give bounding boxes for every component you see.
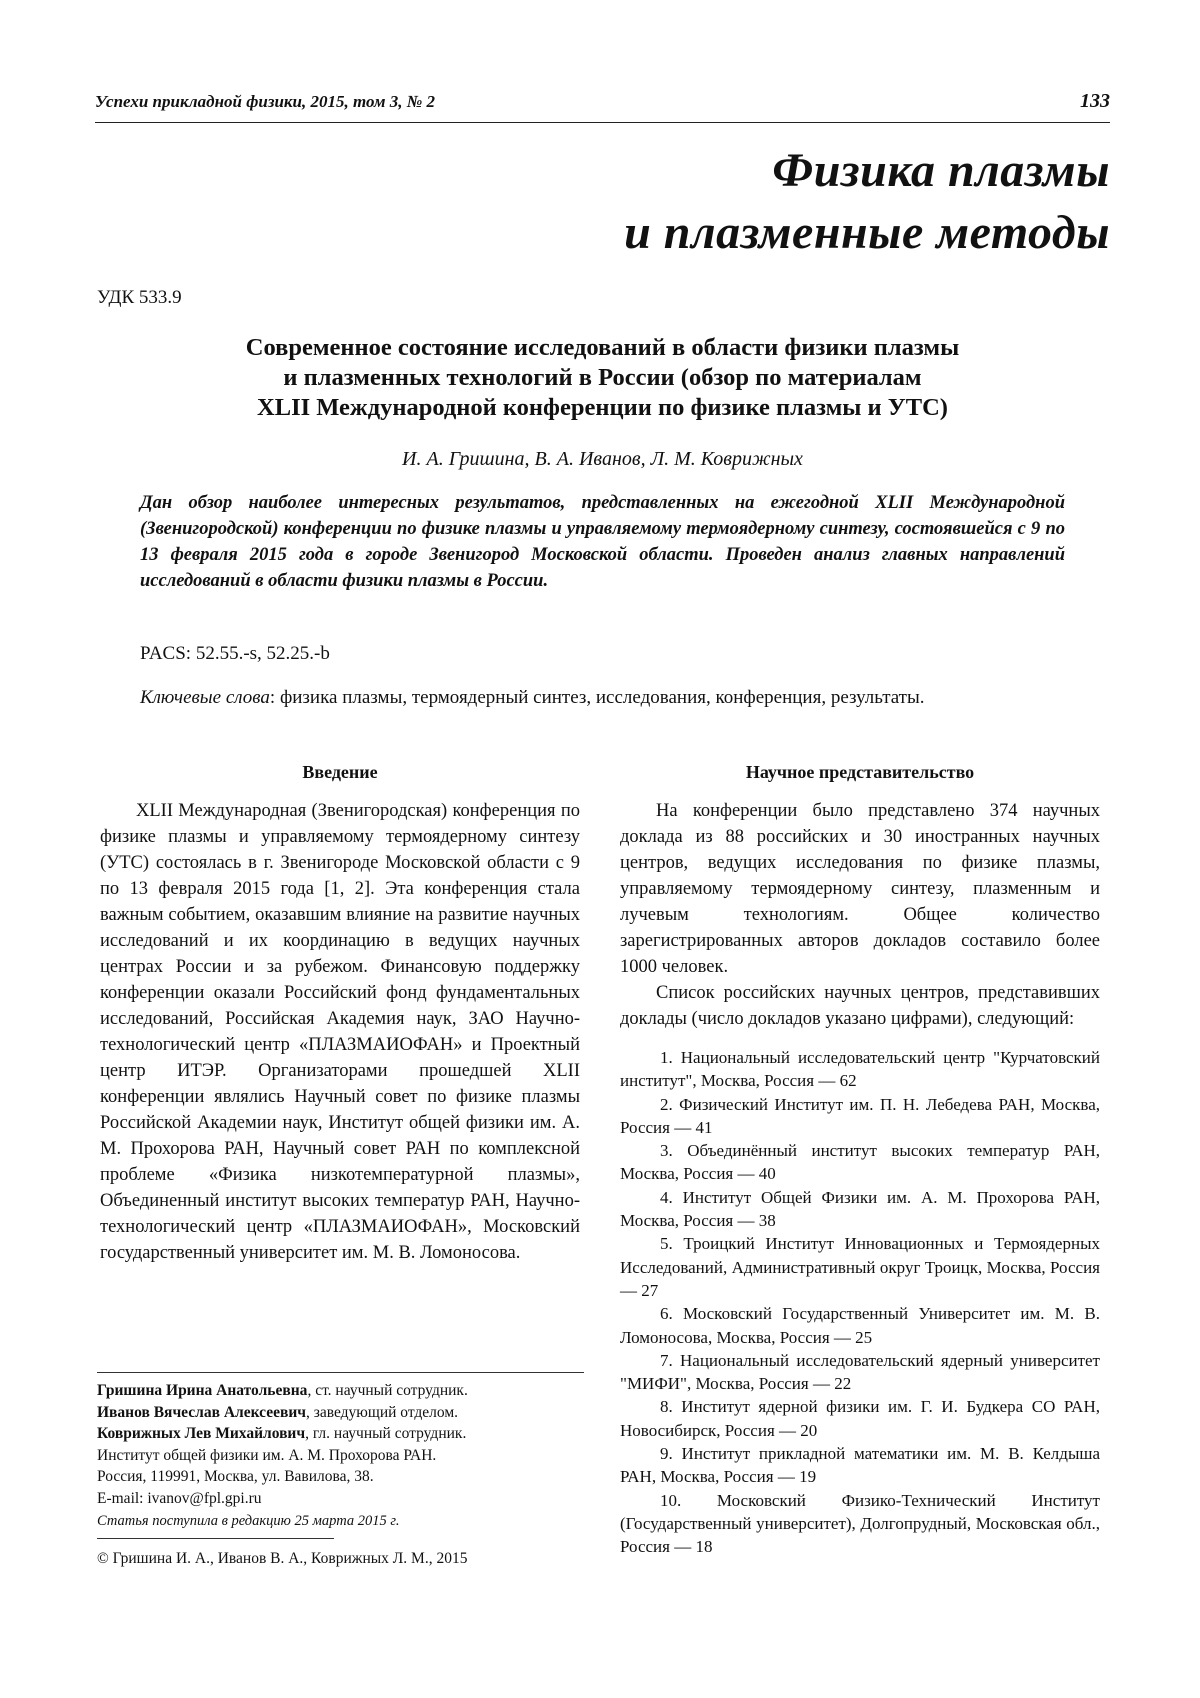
- list-item: 7. Национальный исследовательский ядерный университет "МИФИ", Москва, Россия — 22: [620, 1350, 1100, 1394]
- research-centers-list: [620, 1046, 1100, 1559]
- article-title: [95, 333, 1110, 423]
- article-title-line: и плазменных технологий в России (обзор по материалам: [283, 364, 922, 391]
- list-item: 1. Национальный исследовательский центр "Курчатовский институт", Москва, Россия — 62: [620, 1048, 1100, 1091]
- list-item: 9. Институт прикладной математики им. М. В. Келдыша РАН, Москва, Россия — 19: [620, 1444, 1100, 1487]
- representation-paragraph-2: Список российских научных центров, представивших доклады (число докладов указано цифрами), следующий:: [620, 983, 1100, 1029]
- pacs-codes: PACS: 52.55.-s, 52.25.-b: [140, 643, 330, 664]
- author-role: , гл. научный сотрудник.: [305, 1425, 467, 1442]
- author-name: Коврижных Лев Михайлович: [97, 1425, 306, 1442]
- left-column: [100, 760, 580, 1266]
- author-name: Гришина Ирина Анатольевна: [97, 1382, 308, 1399]
- right-column: [620, 760, 1100, 1559]
- email: E-mail: ivanov@fpl.gpi.ru: [97, 1489, 262, 1507]
- journal-reference: Успехи прикладной физики, 2015, том 3, № 2: [95, 92, 436, 111]
- list-item: 3. Объединённый институт высоких температур РАН, Москва, Россия — 40: [620, 1141, 1100, 1184]
- postal-address: Россия, 119991, Москва, ул. Вавилова, 38.: [97, 1468, 374, 1485]
- author-role: , заведующий отделом.: [306, 1403, 459, 1421]
- page-number: 133: [1080, 90, 1110, 112]
- author-name: Иванов Вячеслав Алексеевич: [97, 1403, 307, 1421]
- author-note: [97, 1423, 597, 1445]
- received-date: Статья поступила в редакцию 25 марта 2015 г.: [97, 1513, 400, 1529]
- footnote-divider: [97, 1372, 584, 1373]
- institute: Институт общей физики им. А. М. Прохорова РАН.: [97, 1446, 437, 1464]
- keywords-list: : физика плазмы, термоядерный синтез, исследования, конференция, результаты.: [269, 687, 925, 708]
- list-item: 6. Московский Государственный Университет им. М. В. Ломоносова, Москва, Россия — 25: [620, 1304, 1100, 1347]
- keywords-label: Ключевые слова: [140, 687, 270, 708]
- representation-heading: Научное представительство: [745, 762, 975, 782]
- list-item: 4. Институт Общей Физики им. А. М. Прохорова РАН, Москва, Россия — 38: [620, 1187, 1100, 1231]
- section-title: [624, 140, 1110, 264]
- abstract: Дан обзор наиболее интересных результатов, представленных на ежегодной XLII Международной (Звенигородской) конференции по физике плазмы и управляемому термоядерному синтезу, состоявшейся с 9 по 13 февраля 2015 года в городе Звенигород Московской области. Проведен анализ главных направлений исследований в области физики плазмы в России.: [140, 493, 1065, 591]
- list-item: 8. Институт ядерной физики им. Г. И. Будкера СО РАН, Новосибирск, Россия — 20: [620, 1397, 1100, 1440]
- running-header: [95, 92, 1110, 123]
- list-item: 10. Московский Физико-Технический Институт (Государственный университет), Долгопрудный, Московская обл., Россия — 18: [620, 1490, 1100, 1557]
- intro-paragraph: XLII Международная (Звенигородская) конференция по физике плазмы и управляемому термоядерному синтезу (УТС) состоялась в г. Звенигороде Московской области с 9 по 13 февраля 2015 года [1, 2]. Эта конференция стала важным событием, оказавшим влияние на развитие научных исследований и их координацию в ведущих научных центрах России и за рубежом. Финансовую поддержку конференции оказали Российский фонд фундаментальных исследований, Российская Академия наук, ЗАО Научно-технологический центр «ПЛАЗМАИОФАН» и Проектный центр ИТЭР. Организаторами прошедшей XLII конференции являлись Научный совет по физике плазмы Российской Академии наук, Институт общей физики им. А. М. Прохорова РАН, Научный совет РАН по комплексной проблеме «Физика низкотемпературной плазмы», Объединенный институт высоких температур РАН, Научно-технологический центр «ПЛАЗМАИОФАН», Московский государственный университет им. М. В. Ломоносова.: [100, 801, 580, 1263]
- list-item: 5. Троицкий Институт Инновационных и Термоядерных Исследований, Административный округ Троицк, Москва, Россия — 27: [620, 1234, 1100, 1300]
- article-title-line: XLII Международной конференции по физике плазмы и УТС): [257, 394, 948, 421]
- author-note: [97, 1402, 597, 1424]
- representation-paragraph-1: На конференции было представлено 374 научных доклада из 88 российских и 30 иностранных научных центров, ведущих исследования по физике плазмы, управляемому термоядерному синтезу, плазменным и лучевым технологиям. Общее количество зарегистрированных авторов докладов составило более 1000 человек.: [620, 801, 1100, 977]
- udc-code: УДК 533.9: [97, 287, 182, 308]
- received-divider: [97, 1538, 334, 1539]
- list-item: 2. Физический Институт им. П. Н. Лебедева РАН, Москва, Россия — 41: [620, 1094, 1100, 1137]
- article-authors: И. А. Гришина, В. А. Иванов, Л. М. Коврижных: [402, 448, 803, 470]
- keywords: [140, 685, 1065, 711]
- author-notes: [97, 1380, 597, 1509]
- intro-heading: Введение: [302, 762, 378, 782]
- author-note: [97, 1380, 597, 1402]
- author-role: , ст. научный сотрудник.: [307, 1382, 468, 1399]
- copyright: © Гришина И. А., Иванов В. А., Коврижных Л. М., 2015: [97, 1550, 468, 1567]
- article-title-line: Современное состояние исследований в области физики плазмы: [245, 334, 960, 361]
- section-title-line-2: и плазменные методы: [624, 206, 1110, 259]
- section-title-line-1: Физика плазмы: [772, 144, 1110, 197]
